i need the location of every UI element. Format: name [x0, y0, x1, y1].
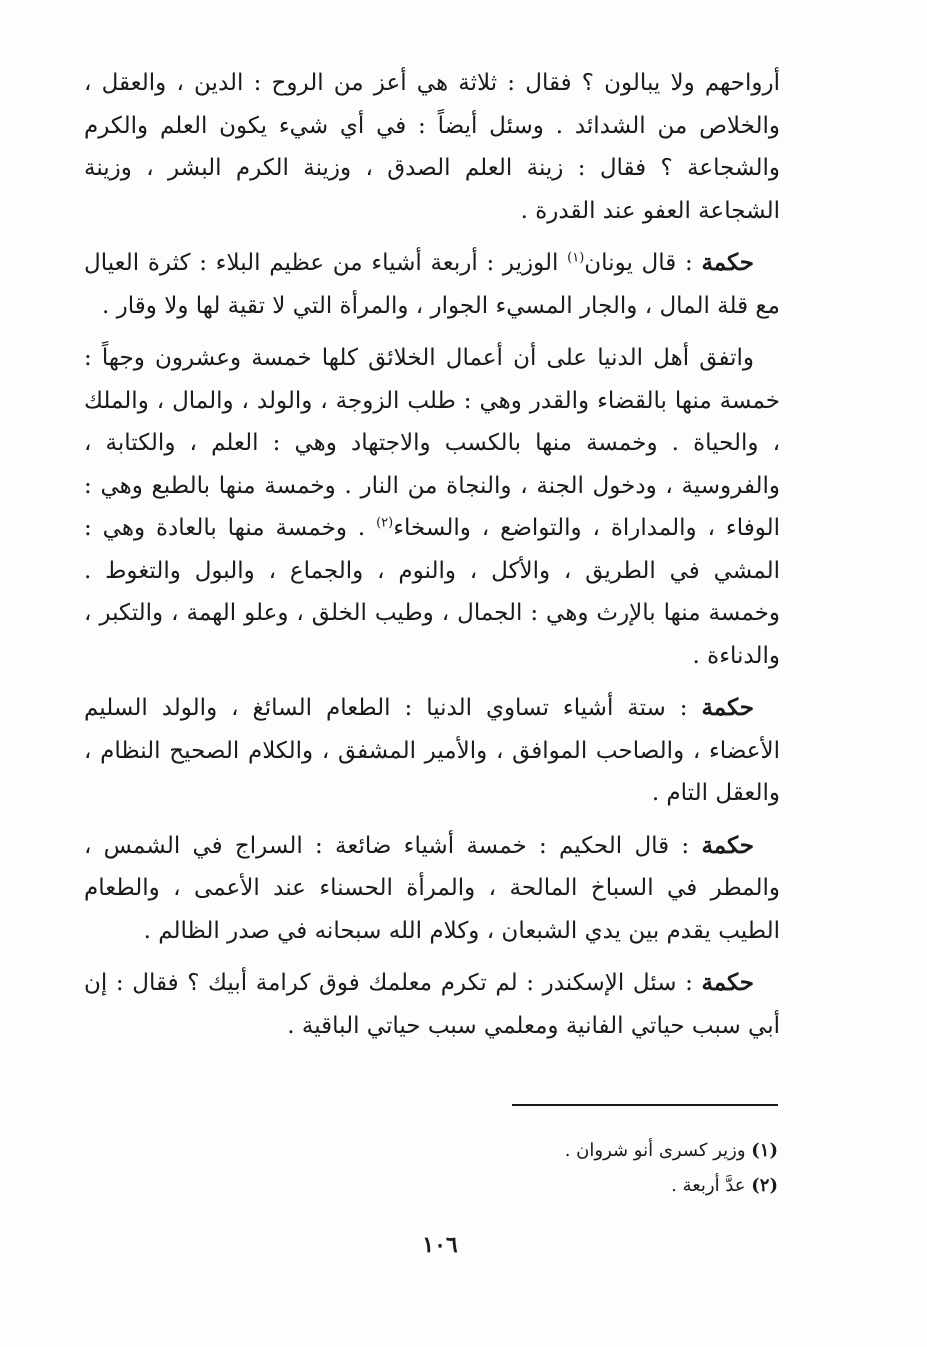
paragraph-label: حكمة	[701, 831, 754, 859]
paragraph-text: : قال يونان	[584, 250, 702, 276]
paragraph-text: واتفق أهل الدنيا على أن أعمال الخلائق كلها خمسة وعشرون وجهاً : خمسة منها بالقضاء والقدر وهي : طلب الزوجة ، والولد ، والمال ، والملك ، والحياة . وخمسة منها بالكسب والاجتهاد وهي : العلم ، والكتابة ، والفروسية ، ودخول الجنة ، والنجاة من النار . وخمسة منها بالطبع وهي : الوفاء ، والمداراة ، والتواضع ، والسخاء	[84, 345, 780, 541]
footnote-number: (٢)	[751, 1175, 778, 1196]
paragraph-text: : سئل الإسكندر : لم تكرم معلمك فوق كرامة أبيك ؟ فقال : إن أبي سبب حياتي الفانية ومعلمي سبب حياتي الباقية .	[84, 970, 780, 1039]
paragraph-text: الوزير : أربعة أشياء من عظيم البلاء : كثرة العيال مع قلة المال ، والجار المسيء الجوار ، والمرأة التي لا تقية لها ولا وقار .	[84, 250, 780, 319]
footnote-marker: (١)	[567, 250, 585, 266]
footnote-marker: (٢)	[376, 515, 394, 531]
paragraph-text: . وخمسة منها بالعادة وهي : المشي في الطريق ، والأكل ، والنوم ، والجماع ، والبول والتغوط . وخمسة منها بالإرث وهي : الجمال ، وطيب الخلق ، وعلو الهمة ، والتكبر ، والدناءة .	[84, 515, 780, 669]
paragraph-2	[84, 242, 780, 327]
paragraph-text: : ستة أشياء تساوي الدنيا : الطعام السائغ ، والولد السليم الأعضاء ، والصاحب الموافق ، والأمير المشفق ، والكلام الصحيح النظام ، والعقل التام .	[84, 695, 780, 806]
paragraph-3	[84, 337, 780, 677]
paragraph-1	[84, 62, 780, 232]
paragraph-label: حكمة	[701, 694, 754, 721]
footnotes	[420, 1133, 778, 1203]
footnote-divider	[512, 1104, 778, 1106]
paragraph-5	[84, 825, 780, 953]
footnote-text: وزير كسرى أنو شروان .	[564, 1140, 752, 1161]
main-text	[84, 62, 780, 1057]
paragraph-text: أرواحهم ولا يبالون ؟ فقال : ثلاثة هي أعز من الروح : الدين ، والعقل ، والخلاص من الشدائد . وسئل أيضاً : في أي شيء يكون العلم والكرم والشجاعة ؟ فقال : زينة العلم الصدق ، وزينة الكرم البشر ، وزينة الشجاعة العفو عند القدرة .	[84, 70, 780, 224]
footnote-number: (١)	[751, 1140, 778, 1161]
footnote-1	[420, 1133, 778, 1168]
paragraph-label: حكمة	[701, 249, 754, 276]
footnote-2	[420, 1168, 778, 1203]
paragraph-4	[84, 687, 780, 815]
page-number: ١٠٦	[422, 1232, 458, 1258]
paragraph-text: : قال الحكيم : خمسة أشياء ضائعة : السراج في الشمس ، والمطر في السباخ المالحة ، والمرأة الحسناء عند الأعمى ، والطعام الطيب يقدم بين يدي الشبعان ، وكلام الله سبحانه في صدر الظالم .	[84, 832, 780, 944]
footnote-text: عدَّ أربعة .	[671, 1175, 752, 1196]
paragraph-6	[84, 962, 780, 1047]
paragraph-label: حكمة	[701, 969, 754, 996]
